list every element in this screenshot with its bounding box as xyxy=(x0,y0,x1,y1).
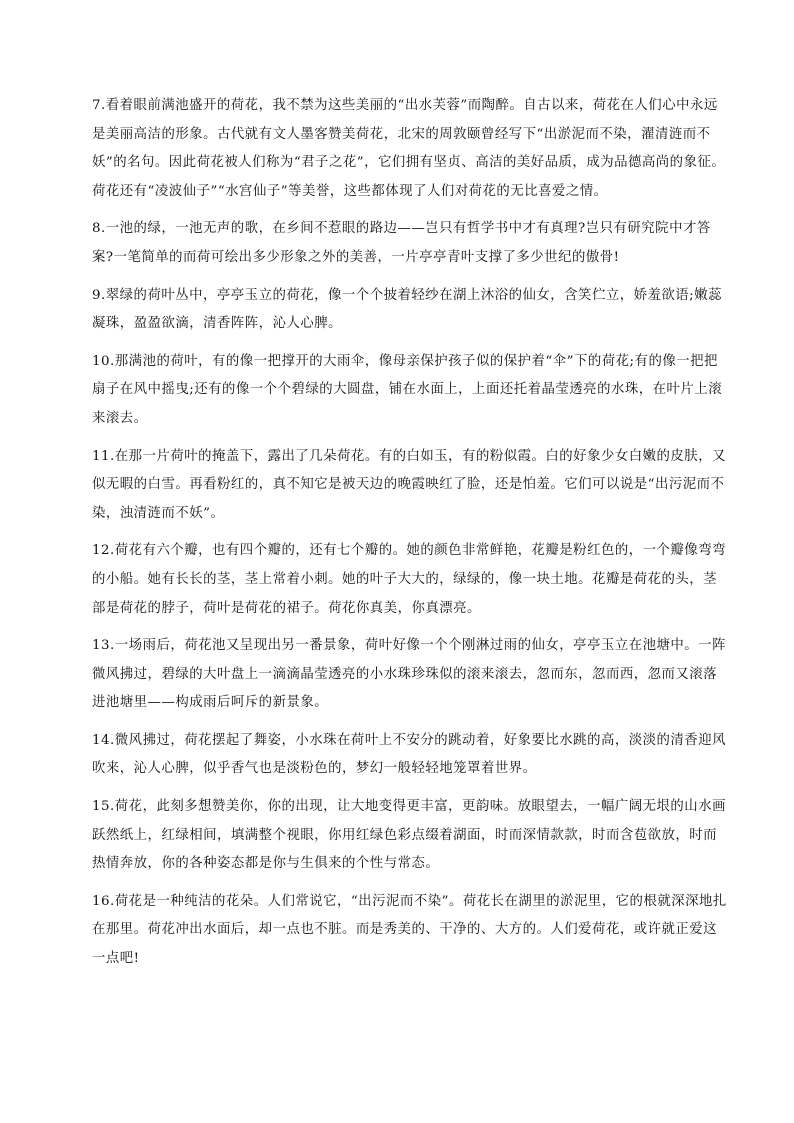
document-page xyxy=(92,92,728,983)
paragraph-14: 14.微风拂过，荷花摆起了舞姿，小水珠在荷叶上不安分的跳动着，好象要比水跳的高，淡淡的清香迎风吹来，沁人心脾，似乎香气也是淡粉色的，梦幻一般轻轻地笼罩着世界。 xyxy=(92,732,726,777)
paragraph-8: 8.一池的绿，一池无声的歌，在乡间不惹眼的路边——岂只有哲学书中才有真理?岂只有研究院中才答案?一笔简单的而荷可绘出多少形象之外的美善，一片亭亭青叶支撑了多少世纪的傲骨! xyxy=(92,221,711,265)
paragraph-15: 15.荷花，此刻多想赞美你，你的出现，让大地变得更丰富，更韵味。放眼望去，一幅广阔无垠的山水画跃然纸上，红绿相间，填满整个视眼，你用红绿色彩点缀着湖面，时而深情款款，时而含苞欲放，时而热情奔放，你的各种姿态都是你与生俱来的个性与常态。 xyxy=(92,799,726,872)
paragraph-10: 10.那满池的荷叶，有的像一把撑开的大雨伞，像母亲保护孩子似的保护着“伞”下的荷花;有的像一把把扇子在风中摇曳;还有的像一个个碧绿的大圆盘，铺在水面上，上面还托着晶莹透亮的水珠，在叶片上滚来滚去。 xyxy=(92,353,723,426)
paragraph-16: 16.荷花是一种纯洁的花朵。人们常说它，“出污泥而不染”。荷花长在湖里的淤泥里，它的根就深深地扎在那里。荷花冲出水面后，却一点也不脏。而是秀美的、干净的、大方的。人们爱荷花，或许就正爱这一点吧! xyxy=(92,893,727,967)
paragraph-13: 13.一场雨后，荷花池又呈现出另一番景象，荷叶好像一个个刚淋过雨的仙女，亭亭玉立在池塘中。一阵微风拂过，碧绿的大叶盘上一滴滴晶莹透亮的小水珠珍珠似的滚来滚去，忽而东，忽而西，忽而又滚落进池塘里——构成雨后呵斥的新景象。 xyxy=(92,638,726,711)
paragraph-11: 11.在那一片荷叶的掩盖下，露出了几朵荷花。有的白如玉，有的粉似霞。白的好象少女白嫩的皮肤，又似无暇的白雪。再看粉红的，真不知它是被天边的晚霞映红了脸，还是怕羞。它们可以说是“出污泥而不染，浊清涟而不妖”。 xyxy=(92,448,726,521)
paragraph-9: 9.翠绿的荷叶丛中，亭亭玉立的荷花，像一个个披着轻纱在湖上沐浴的仙女，含笑伫立，娇羞欲语;嫩蕊凝珠，盈盈欲滴，清香阵阵，沁人心脾。 xyxy=(92,287,722,332)
paragraph-12: 12.荷花有六个瓣，也有四个瓣的，还有七个瓣的。她的颜色非常鲜艳，花瓣是粉红色的，一个瓣像弯弯的小船。她有长长的茎，茎上常着小刺。她的叶子大大的，绿绿的，像一块土地。花瓣是荷花的头，茎部是荷花的脖子，荷叶是荷花的裙子。荷花你真美，你真漂亮。 xyxy=(92,543,726,616)
paragraph-7: 7.看着眼前满池盛开的荷花，我不禁为这些美丽的“出水芙蓉”而陶醉。自古以来，荷花在人们心中永远是美丽高洁的形象。古代就有文人墨客赞美荷花，北宋的周敦颐曾经写下“出淤泥而不染，濯清涟而不妖”的名句。因此荷花被人们称为“君子之花”，它们拥有坚贞、高洁的美好品质，成为品德高尚的象征。荷花还有“凌波仙子”“水宫仙子”等美誉，这些都体现了人们对荷花的无比喜爱之情。 xyxy=(92,98,726,199)
